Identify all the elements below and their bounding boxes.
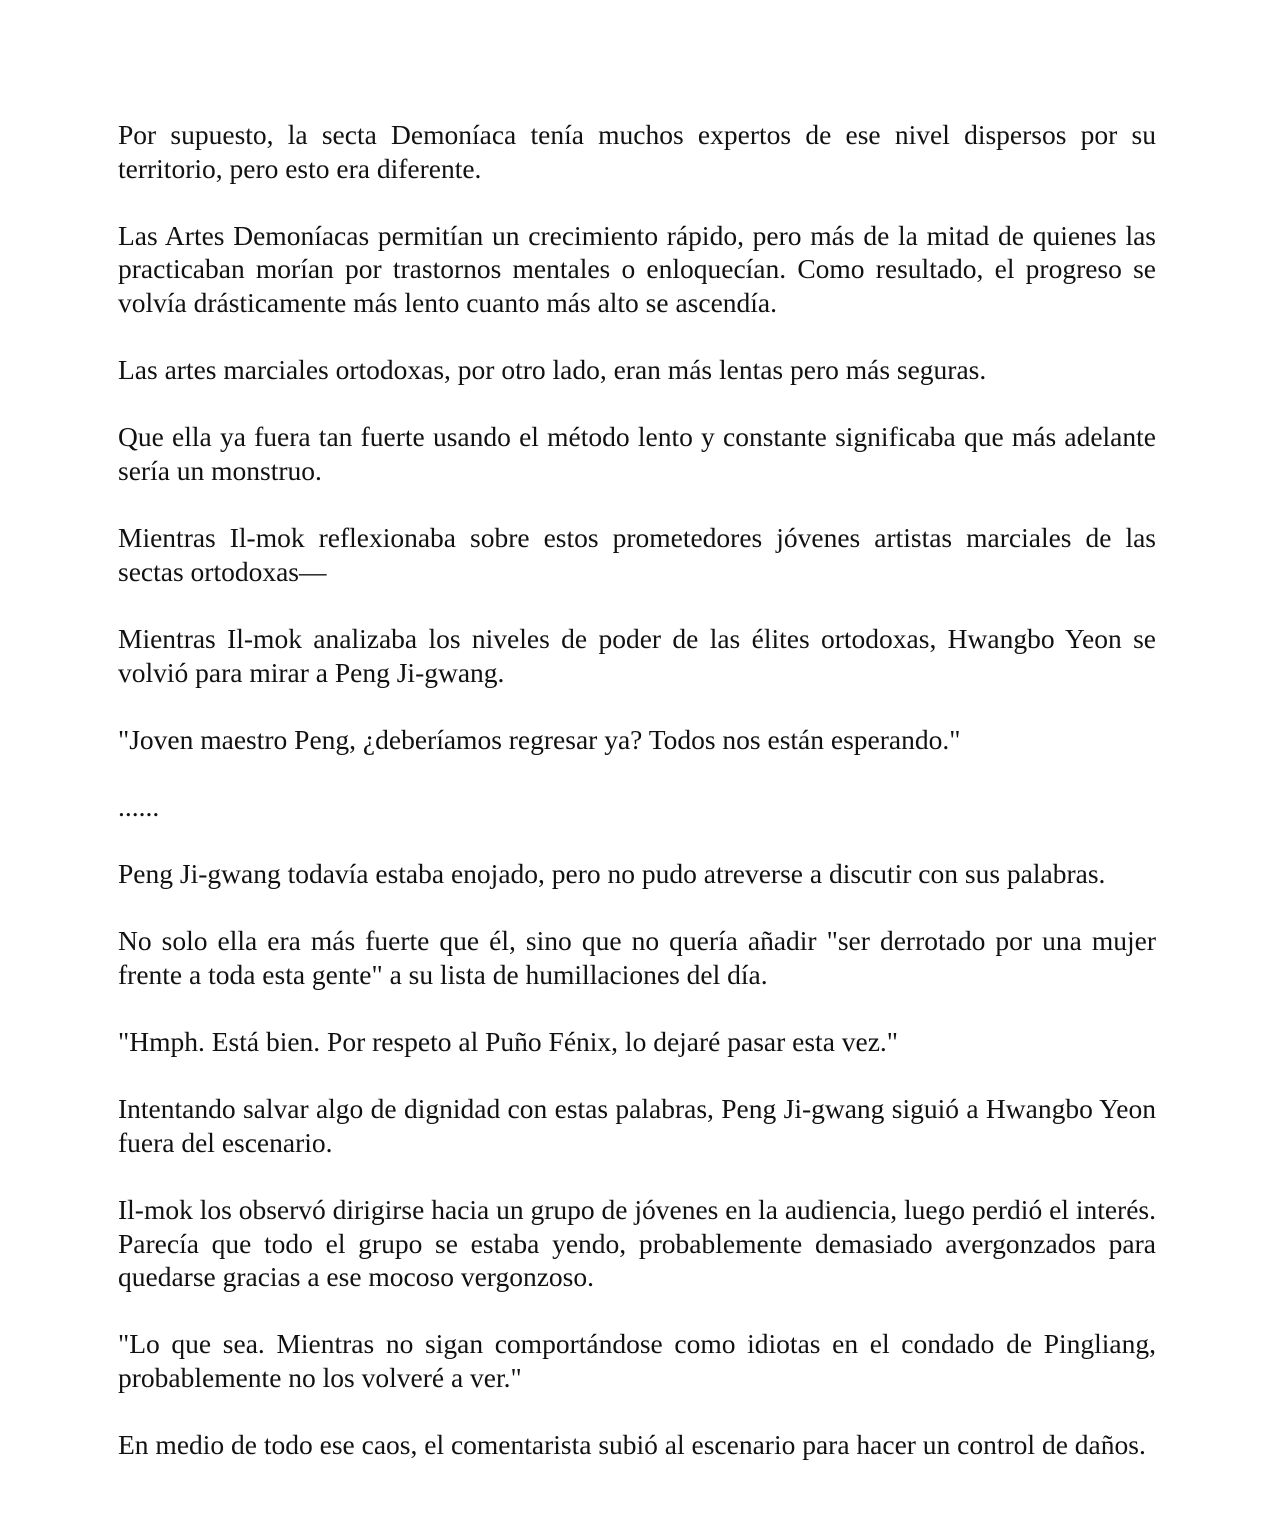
paragraph: "Lo que sea. Mientras no sigan comportándose como idiotas en el condado de Pingliang, probablemente no los volveré a ver." (118, 1328, 1156, 1393)
paragraph: Mientras Il-mok analizaba los niveles de poder de las élites ortodoxas, Hwangbo Yeon se volvió para mirar a Peng Ji-gwang. (118, 622, 1156, 688)
paragraph: No solo ella era más fuerte que él, sino que no quería añadir "ser derrotado por una mujer frente a toda esta gente" a su lista de humillaciones del día. (118, 925, 1156, 990)
paragraph: "Joven maestro Peng, ¿deberíamos regresar ya? Todos nos están esperando." (118, 723, 961, 755)
paragraph: Por supuesto, la secta Demoníaca tenía muchos expertos de ese nivel dispersos por su territorio, pero esto era diferente. (118, 119, 1156, 184)
paragraph: Il-mok los observó dirigirse hacia un grupo de jóvenes en la audiencia, luego perdió el interés. Parecía que todo el grupo se estaba yendo, probablemente demasiado avergonzados para quedarse gracias a ese mocoso vergonzoso. (118, 1194, 1156, 1293)
paragraph: Las artes marciales ortodoxas, por otro lado, eran más lentas pero más seguras. (118, 354, 987, 386)
paragraph: Intentando salvar algo de dignidad con estas palabras, Peng Ji-gwang siguió a Hwangbo Yeon fuera del escenario. (118, 1093, 1156, 1158)
document-page (118, 118, 1156, 1462)
paragraph: Mientras Il-mok reflexionaba sobre estos prometedores jóvenes artistas marciales de las sectas ortodoxas— (118, 522, 1156, 587)
paragraph: Peng Ji-gwang todavía estaba enojado, pero no pudo atreverse a discutir con sus palabras. (118, 858, 1106, 890)
paragraph: En medio de todo ese caos, el comentarista subió al escenario para hacer un control de daños. (118, 1429, 1146, 1461)
paragraph: Que ella ya fuera tan fuerte usando el método lento y constante significaba que más adelante sería un monstruo. (118, 421, 1156, 486)
paragraph-ellipsis: ...... (118, 790, 160, 822)
paragraph: "Hmph. Está bien. Por respeto al Puño Fénix, lo dejaré pasar esta vez." (118, 1026, 899, 1058)
paragraph: Las Artes Demoníacas permitían un crecimiento rápido, pero más de la mitad de quienes las practicaban morían por trastornos mentales o enloquecían. Como resultado, el progreso se volvía drásticamente más lento cuanto más alto se ascendía. (118, 219, 1156, 318)
